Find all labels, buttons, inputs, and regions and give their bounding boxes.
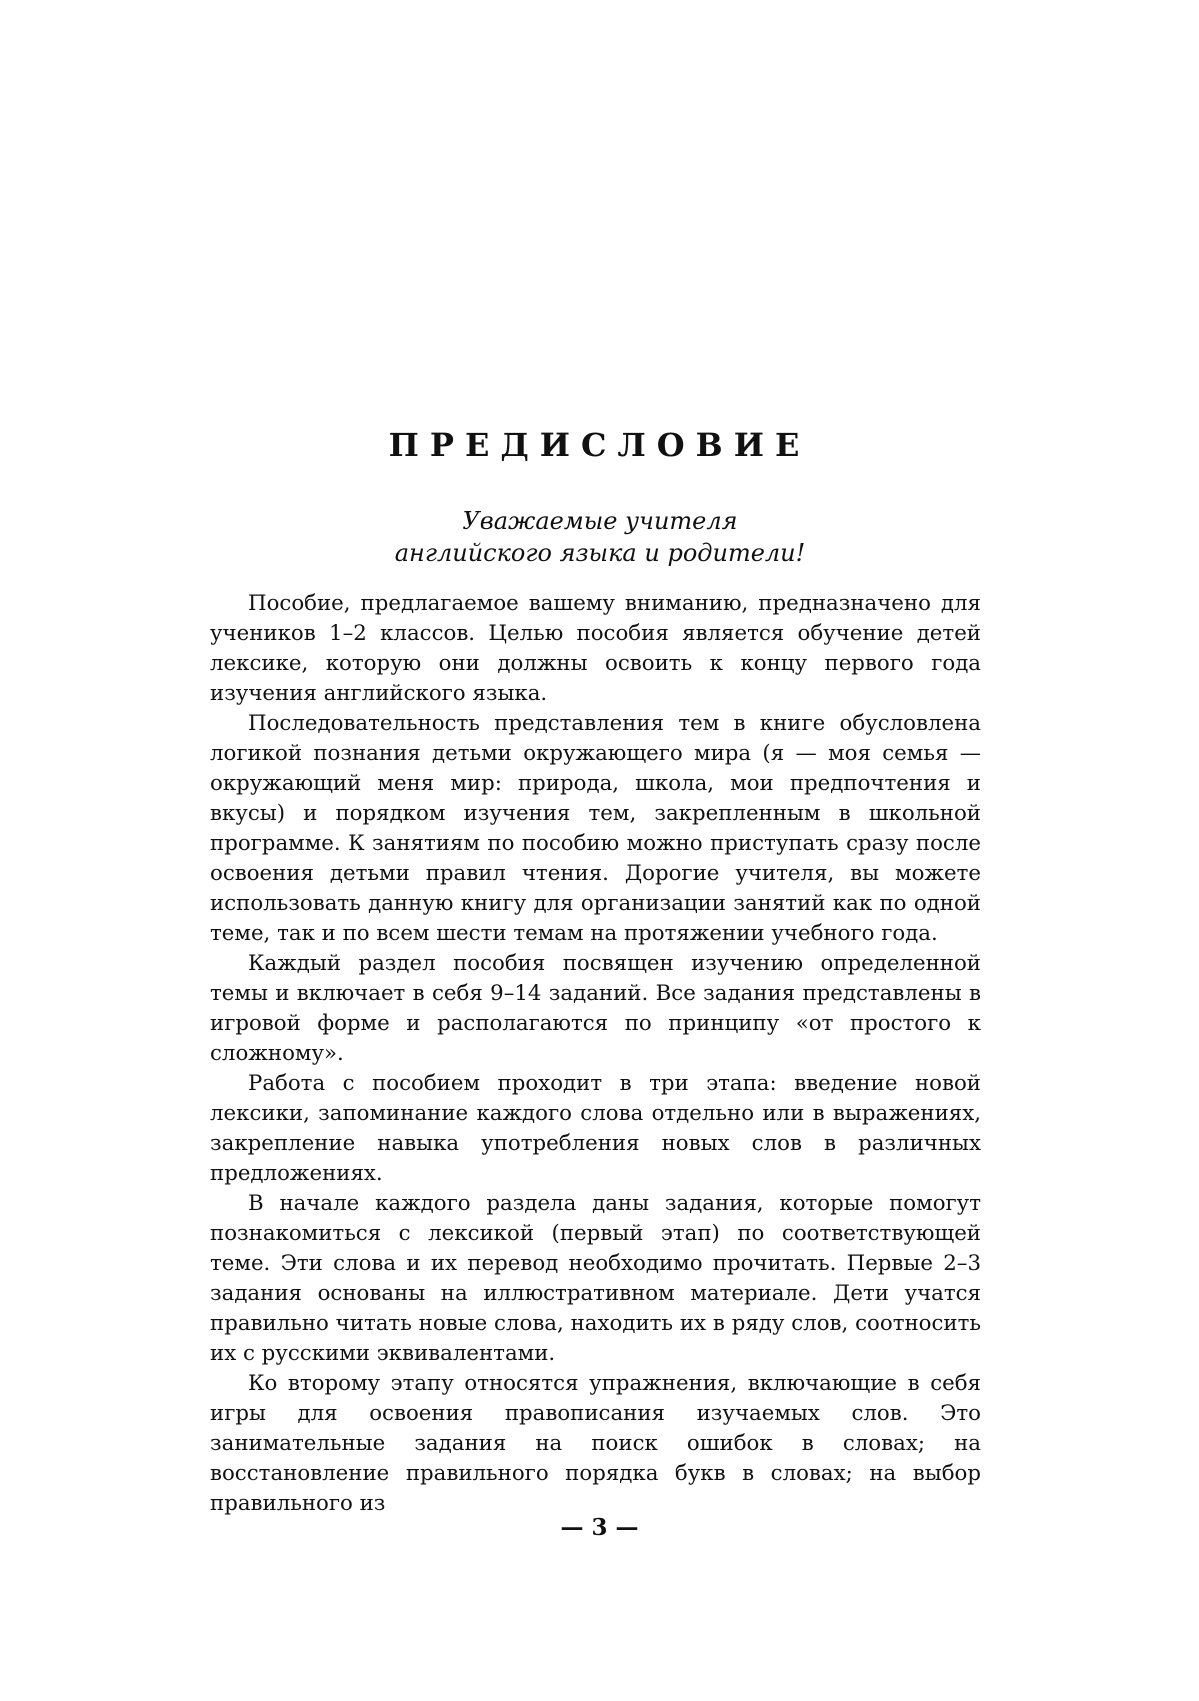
salutation-line-1: Уважаемые учителя xyxy=(462,507,738,535)
paragraph: Каждый раздел пособия посвящен изучению определенной темы и включает в себя 9–14 заданий. Все задания представлены в игровой форме и располагаются по принципу «от простого к сложному». xyxy=(210,951,981,1066)
paragraph: Последовательность представления тем в книге обусловлена логикой познания детьми окружающего мира (я — моя семья — окружающий меня мир: природа, школа, мои предпочтения и вкусы) и порядком изучения тем, закрепленным в школьной программе. К занятиям по пособию можно приступать сразу после освоения детьми правил чтения. Дорогие учителя, вы можете использовать данную книгу для организации занятий как по одной теме, так и по всем шести темам на протяжении учебного года. xyxy=(210,711,981,946)
page-number: — 3 — xyxy=(560,1514,639,1541)
paragraph: Пособие, предлагаемое вашему вниманию, предназначено для учеников 1–2 классов. Целью пособия является обучение детей лексике, которую они должны освоить к концу первого года изучения английского языка. xyxy=(210,591,981,706)
paragraph: Ко второму этапу относятся упражнения, включающие в себя игры для освоения правописания изучаемых слов. Это занимательные задания на поиск ошибок в словах; на восстановление правильного порядка букв в словах; на выбор правильного из xyxy=(210,1371,981,1516)
paragraph: В начале каждого раздела даны задания, которые помогут познакомиться с лексикой (первый этап) по соответствующей теме. Эти слова и их перевод необходимо прочитать. Первые 2–3 задания основаны на иллюстративном материале. Дети учатся правильно читать новые слова, находить их в ряду слов, соотносить их с русскими эквивалентами. xyxy=(210,1191,981,1366)
page-title: ПРЕДИСЛОВИЕ xyxy=(388,426,811,464)
salutation xyxy=(200,505,1000,569)
salutation-line-2: английского языка и родители! xyxy=(394,539,806,567)
body-text xyxy=(210,589,981,1519)
paragraph: Работа с пособием проходит в три этапа: введение новой лексики, запоминание каждого слова отдельно или в выражениях, закрепление навыка употребления новых слов в различных предложениях. xyxy=(210,1071,981,1186)
